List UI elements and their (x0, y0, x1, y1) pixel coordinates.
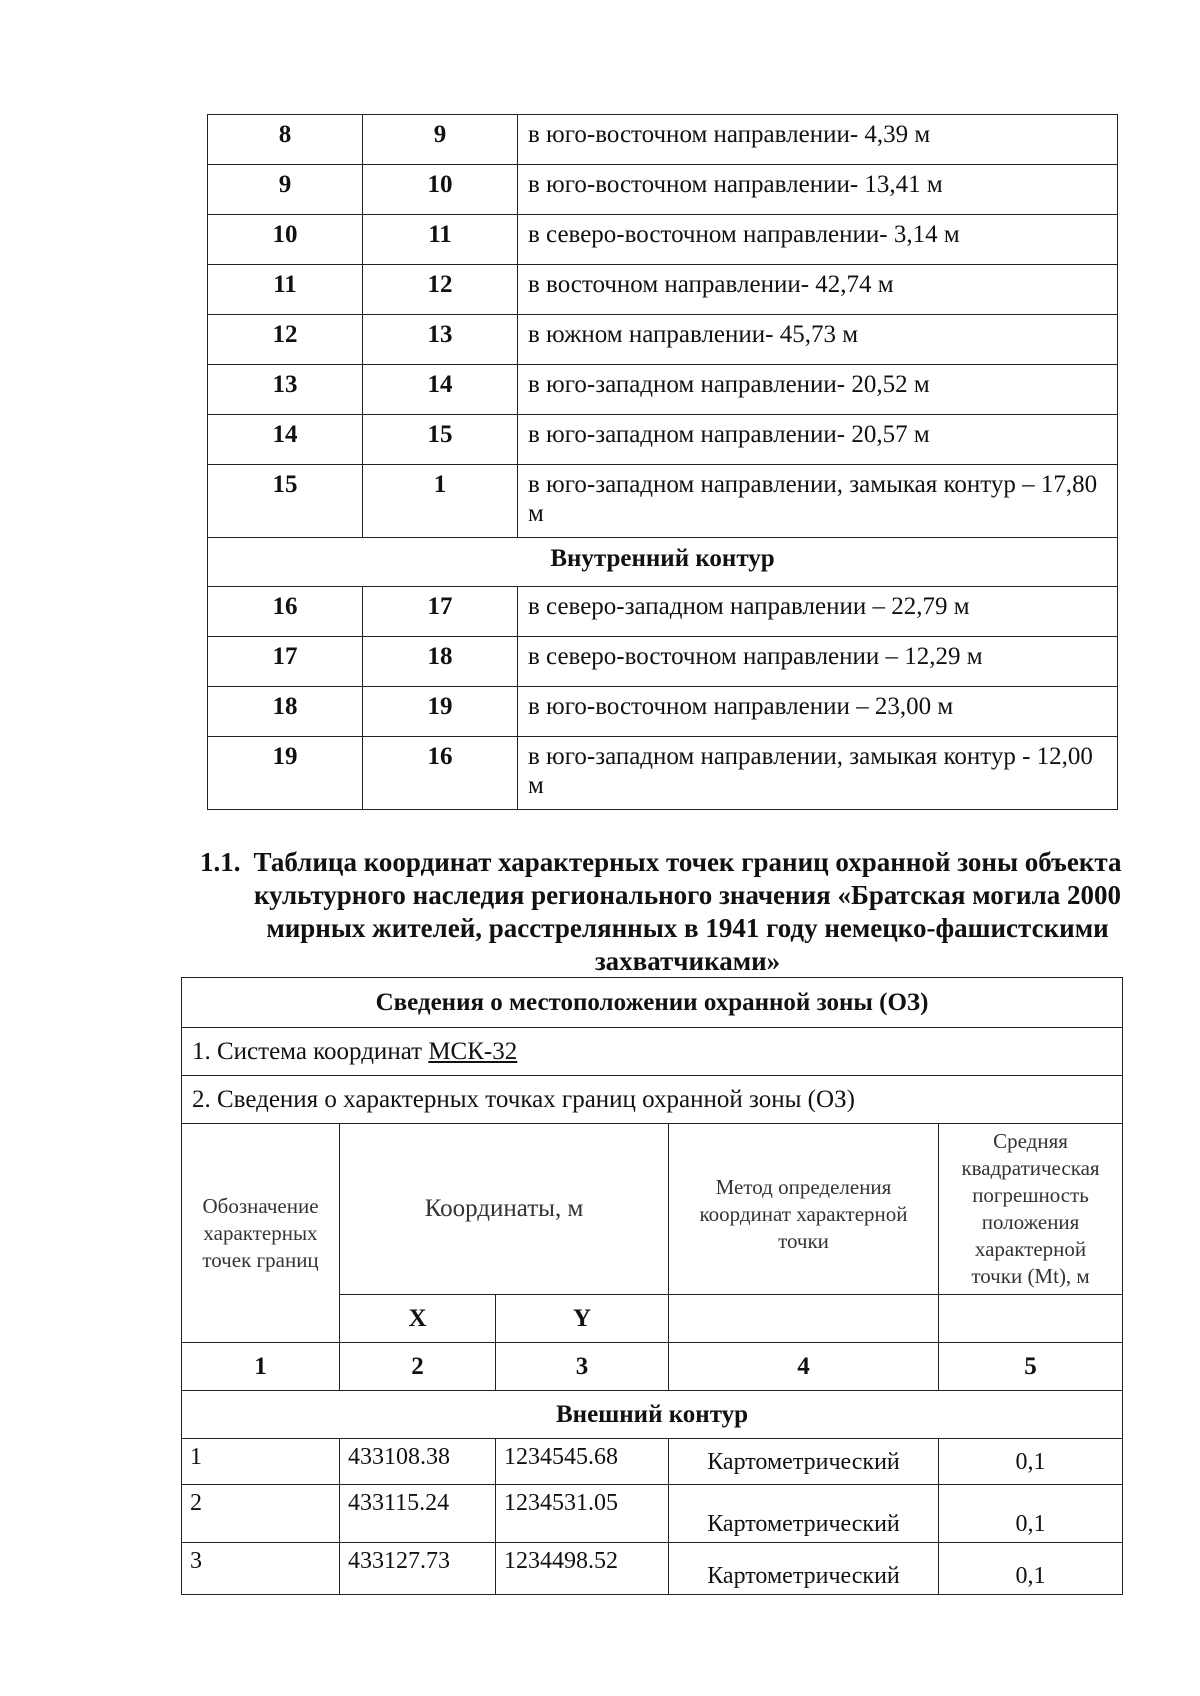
coord-x: 433127.73 (340, 1543, 496, 1595)
coordinate-system-label: 1. Система координат (192, 1037, 423, 1065)
segment-from: 16 (208, 587, 363, 637)
segment-from: 11 (208, 265, 363, 315)
segment-description: в восточном направлении- 42,74 м (518, 265, 1118, 315)
segment-description: в северо-восточном направлении – 12,29 м (518, 637, 1118, 687)
empty-cell (669, 1295, 939, 1343)
section-title: Таблица координат характерных точек границ охранной зоны объекта культурного наследия регионального значения «Братская могила 2000 мирных жителей, расстрелянных в 1941 году немецко-фашистскими захватчиками» (253, 847, 1122, 976)
point-id: 1 (182, 1439, 340, 1485)
coordinate-system-value: МСК-32 (428, 1037, 518, 1065)
table-row (208, 215, 1118, 265)
table-row (208, 687, 1118, 737)
column-number: 1 (182, 1343, 340, 1391)
segment-from: 13 (208, 365, 363, 415)
header-row (182, 1124, 1123, 1295)
coord-x: 433108.38 (340, 1439, 496, 1485)
segment-description: в юго-западном направлении- 20,57 м (518, 415, 1118, 465)
column-number-row (182, 1343, 1123, 1391)
coord-y: 1234498.52 (496, 1543, 669, 1595)
points-info-label: 2. Сведения о характерных точках границ охранной зоны (ОЗ) (182, 1076, 1123, 1124)
error: 0,1 (939, 1543, 1123, 1595)
method: Картометрический (669, 1485, 939, 1543)
error: 0,1 (939, 1439, 1123, 1485)
table-row (208, 365, 1118, 415)
column-number: 2 (340, 1343, 496, 1391)
col-coords-header: Координаты, м (340, 1124, 669, 1295)
table-row (208, 115, 1118, 165)
segment-from: 8 (208, 115, 363, 165)
table-row (208, 315, 1118, 365)
method: Картометрический (669, 1543, 939, 1595)
table-row (182, 1485, 1123, 1543)
column-number: 5 (939, 1343, 1123, 1391)
table-title: Сведения о местоположении охранной зоны (ОЗ) (182, 978, 1123, 1028)
inner-contour-label: Внутренний контур (208, 538, 1118, 587)
table-row (208, 737, 1118, 810)
segment-description: в юго-западном направлении- 20,52 м (518, 365, 1118, 415)
coord-y: 1234545.68 (496, 1439, 669, 1485)
outer-contour-label: Внешний контур (182, 1391, 1123, 1439)
section-row (182, 1391, 1123, 1439)
segment-to: 9 (363, 115, 518, 165)
segment-description: в северо-западном направлении – 22,79 м (518, 587, 1118, 637)
column-number: 3 (496, 1343, 669, 1391)
segment-description: в юго-восточном направлении- 4,39 м (518, 115, 1118, 165)
table-row (208, 165, 1118, 215)
table-row (182, 1543, 1123, 1595)
segment-to: 17 (363, 587, 518, 637)
points-info-row (182, 1076, 1123, 1124)
segment-to: 1 (363, 465, 518, 538)
table-row (208, 465, 1118, 538)
segment-description: в южном направлении- 45,73 м (518, 315, 1118, 365)
coordinates-table (181, 977, 1123, 1595)
segment-to: 16 (363, 737, 518, 810)
point-id: 3 (182, 1543, 340, 1595)
table-row (208, 415, 1118, 465)
segment-from: 10 (208, 215, 363, 265)
table-title-row (182, 978, 1123, 1028)
segment-from: 9 (208, 165, 363, 215)
section-number: 1.1. (200, 847, 241, 877)
col-error-header: Средняя квадратическая погрешность положения характерной точки (Mt), м (939, 1124, 1123, 1295)
coord-y: 1234531.05 (496, 1485, 669, 1543)
segment-from: 17 (208, 637, 363, 687)
segment-from: 15 (208, 465, 363, 538)
segment-description: в юго-западном направлении, замыкая контур – 17,80 м (518, 465, 1118, 538)
empty-cell (939, 1295, 1123, 1343)
segment-description: в юго-восточном направлении- 13,41 м (518, 165, 1118, 215)
axis-x: X (340, 1295, 496, 1343)
axis-y: Y (496, 1295, 669, 1343)
col-point-header: Обозначение характерных точек границ (182, 1124, 340, 1343)
segment-to: 13 (363, 315, 518, 365)
segment-description: в юго-западном направлении, замыкая контур - 12,00 м (518, 737, 1118, 810)
section-heading (200, 846, 1130, 978)
column-number: 4 (669, 1343, 939, 1391)
segment-to: 12 (363, 265, 518, 315)
point-id: 2 (182, 1485, 340, 1543)
segment-to: 15 (363, 415, 518, 465)
col-method-header: Метод определения координат характерной точки (669, 1124, 939, 1295)
segments-table (207, 114, 1118, 810)
table-row (208, 587, 1118, 637)
segment-to: 10 (363, 165, 518, 215)
segment-description: в северо-восточном направлении- 3,14 м (518, 215, 1118, 265)
coordinate-system (182, 1028, 1123, 1076)
method: Картометрический (669, 1439, 939, 1485)
segment-description: в юго-восточном направлении – 23,00 м (518, 687, 1118, 737)
table-row (182, 1439, 1123, 1485)
segment-to: 14 (363, 365, 518, 415)
segment-from: 18 (208, 687, 363, 737)
segment-from: 14 (208, 415, 363, 465)
coord-x: 433115.24 (340, 1485, 496, 1543)
table-row (208, 637, 1118, 687)
section-row (208, 538, 1118, 587)
segment-from: 19 (208, 737, 363, 810)
segment-to: 11 (363, 215, 518, 265)
segment-to: 18 (363, 637, 518, 687)
table-row (208, 265, 1118, 315)
error: 0,1 (939, 1485, 1123, 1543)
segment-to: 19 (363, 687, 518, 737)
coordinate-system-row (182, 1028, 1123, 1076)
segment-from: 12 (208, 315, 363, 365)
